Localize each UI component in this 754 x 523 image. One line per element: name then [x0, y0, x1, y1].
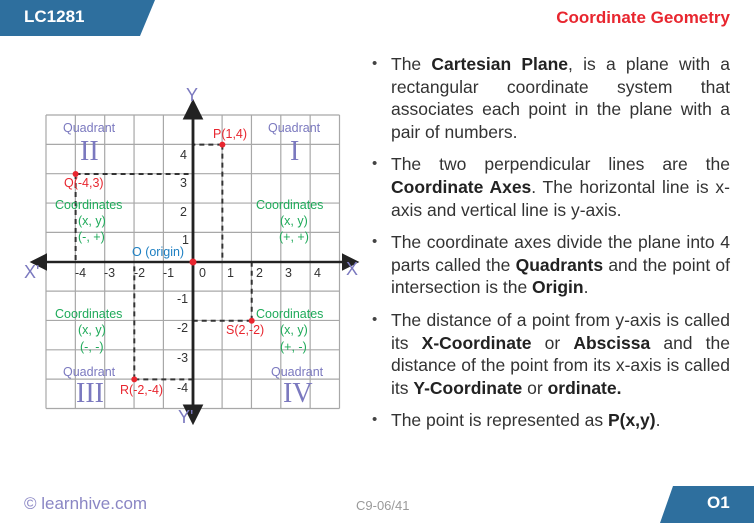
x-neg-axis-label: X' — [24, 262, 40, 282]
y-neg-axis-label: Y' — [178, 407, 194, 427]
bullet-text: or — [522, 377, 548, 398]
x-tick: -2 — [134, 266, 146, 280]
quadrant-iii-label: Quadrant — [63, 365, 116, 379]
y-tick: 1 — [182, 233, 189, 247]
quadrant-iv-numeral: IV — [283, 378, 313, 409]
x-tick: -3 — [104, 266, 116, 280]
x-tick: 1 — [227, 266, 234, 280]
x-tick: 3 — [285, 266, 292, 280]
bold-term: Quadrants — [515, 254, 604, 275]
quadrant-ii-coords-xy: (x, y) — [78, 214, 106, 228]
bullet-text: , is a plane with a rectangular coordinate system that associates each point in the plane with a pair of numbers. — [391, 54, 731, 142]
page-title: Coordinate Geometry — [556, 8, 730, 27]
bullet-text: The coordinate axes divide the plane into 4 parts called the — [391, 232, 730, 275]
bullet-text: . — [655, 410, 661, 431]
bullet-item — [372, 153, 730, 221]
quadrant-iv-signs: (+, -) — [280, 340, 307, 354]
bold-term: Origin — [532, 277, 584, 298]
y-tick: -3 — [177, 351, 189, 365]
quadrant-i-numeral: I — [290, 136, 300, 167]
x-tick: -4 — [75, 266, 87, 280]
slide-code: C9-06/41 — [356, 498, 410, 513]
quadrant-iii-numeral: III — [76, 378, 104, 409]
quadrant-i-signs: (+, +) — [279, 230, 309, 244]
x-axis-label: X — [346, 259, 359, 279]
quadrant-iii-signs: (-, -) — [80, 340, 104, 354]
y-tick: 4 — [180, 148, 187, 162]
quadrant-iv-coords-title: Coordinates — [256, 307, 324, 321]
bullet-item — [372, 309, 730, 399]
bold-term: ordinate. — [547, 377, 622, 398]
y-tick: -1 — [177, 292, 189, 306]
x-tick: 2 — [256, 266, 263, 280]
bullet-text: . — [583, 277, 589, 298]
bullet-item — [372, 409, 730, 432]
point-r-label: R(-2,-4) — [120, 383, 164, 397]
x-tick: 0 — [199, 266, 206, 280]
cartesian-plane-diagram — [0, 0, 370, 440]
point-p-label: P(1,4) — [213, 127, 248, 141]
quadrant-i-label: Quadrant — [268, 121, 321, 135]
bullet-text: . The horizontal line is x-axis and vertical line is y-axis. — [391, 176, 730, 220]
quadrant-iii-coords-xy: (x, y) — [78, 323, 106, 337]
bold-term: Coordinate Axes — [391, 176, 532, 197]
copyright-text: © learnhive.com — [24, 494, 148, 513]
lesson-code: LC1281 — [24, 7, 85, 26]
y-tick: 2 — [180, 205, 187, 219]
page-number: O1 — [707, 493, 730, 512]
y-tick: 3 — [180, 176, 187, 190]
bullet-text: and the distance of the point from its x-axis is called its — [391, 332, 730, 398]
quadrant-ii-label: Quadrant — [63, 121, 116, 135]
point-s-label: S(2,-2) — [226, 323, 265, 337]
y-axis-label: Y — [186, 85, 199, 105]
bullet-text: The — [391, 54, 432, 74]
quadrant-iii-coords-title: Coordinates — [55, 307, 123, 321]
bold-term: X-Coordinate — [421, 332, 532, 353]
bold-term: Cartesian Plane — [431, 54, 569, 74]
quadrant-ii-signs: (-, +) — [78, 230, 105, 244]
x-tick: 4 — [314, 266, 321, 280]
bullet-text: The two perpendicular lines are the — [391, 154, 730, 175]
quadrant-iv-label: Quadrant — [271, 365, 324, 379]
point-q-label: Q(-4,3) — [64, 176, 104, 190]
quadrant-i-coords-title: Coordinates — [256, 198, 324, 212]
bold-term: Abscissa — [573, 332, 651, 353]
bullet-text: The point is represented as — [391, 410, 608, 431]
x-tick: -1 — [163, 266, 175, 280]
bold-term: Y-Coordinate — [413, 377, 523, 398]
bullet-text: The distance of a point from y-axis is called its — [391, 309, 730, 353]
bullet-text: or — [531, 332, 574, 353]
bullet-text: and the point of intersection is the — [391, 254, 730, 298]
y-tick: -2 — [177, 321, 189, 335]
y-tick: -4 — [177, 381, 189, 395]
bullet-list — [372, 53, 730, 442]
quadrant-ii-coords-title: Coordinates — [55, 198, 123, 212]
quadrant-i-coords-xy: (x, y) — [280, 214, 308, 228]
bullet-item — [372, 231, 730, 299]
origin-label: O (origin) — [132, 245, 185, 259]
quadrant-iv-coords-xy: (x, y) — [280, 323, 308, 337]
bullet-item — [372, 53, 730, 143]
bold-term: P(x,y) — [607, 410, 656, 431]
quadrant-ii-numeral: II — [80, 136, 99, 167]
